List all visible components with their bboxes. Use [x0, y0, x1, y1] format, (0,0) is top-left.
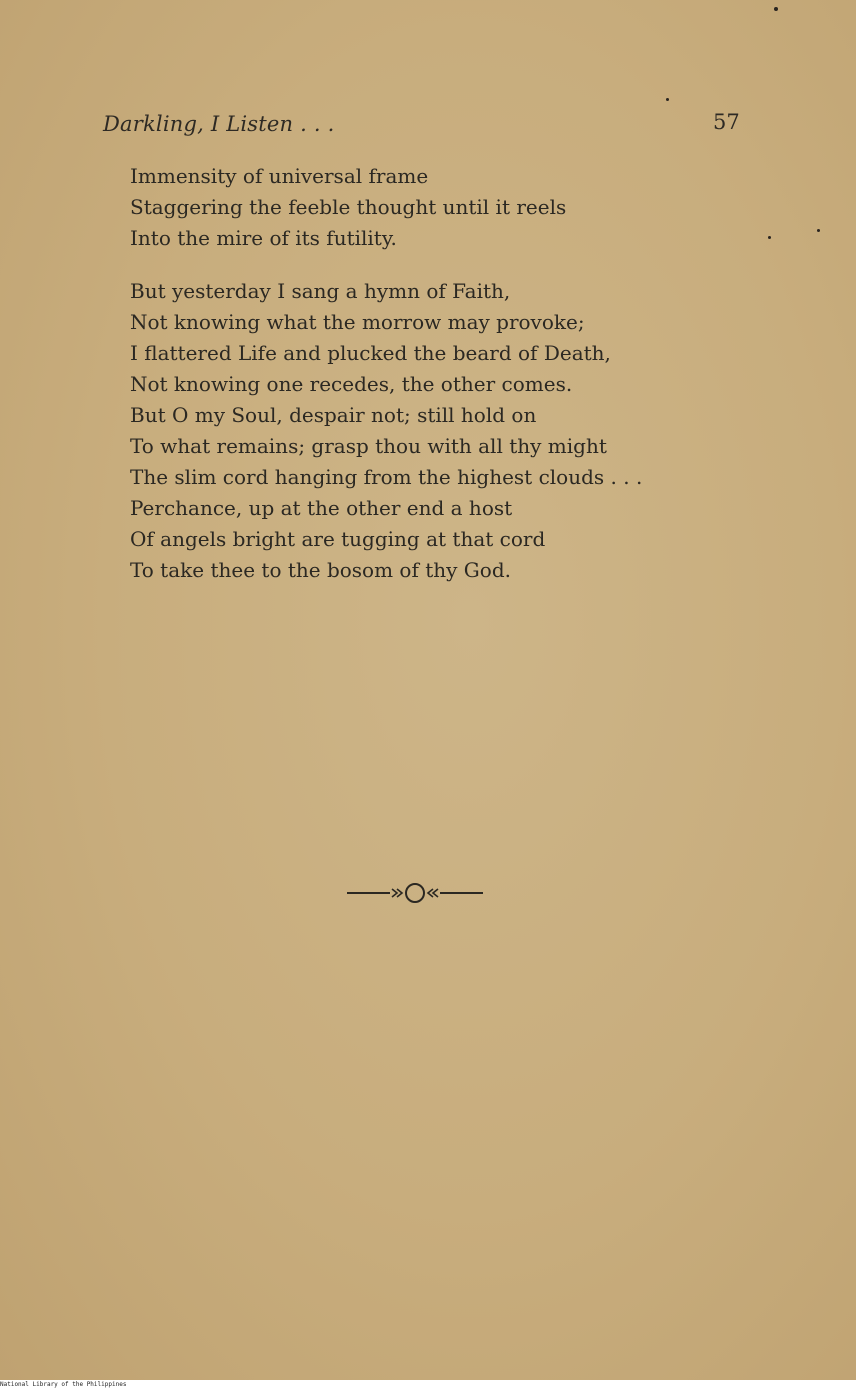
paper-speck — [774, 7, 778, 11]
poem-line: Not knowing what the morrow may provoke; — [130, 310, 585, 334]
poem-line: Of angels bright are tugging at that cord — [130, 527, 546, 551]
poem-line: To what remains; grasp thou with all thy might — [130, 434, 607, 458]
poem-line: Not knowing one recedes, the other comes. — [130, 372, 573, 396]
poem-stanza-2 — [130, 276, 642, 586]
paper-speck — [666, 98, 669, 101]
poem-line: To take thee to the bosom of thy God. — [130, 558, 511, 582]
poem-line: The slim cord hanging from the highest clouds . . . — [130, 465, 643, 489]
page-number: 57 — [713, 110, 740, 134]
footer-credit: National Library of the Philippines — [0, 1381, 127, 1388]
poem-line: Perchance, up at the other end a host — [130, 496, 513, 520]
section-end-ornament-icon — [345, 878, 485, 908]
poem-line: Into the mire of its futility. — [130, 226, 397, 250]
poem-line: But O my Soul, despair not; still hold on — [130, 403, 537, 427]
running-title: Darkling, I Listen . . . — [103, 112, 335, 136]
poem-line: I flattered Life and plucked the beard of Death, — [130, 341, 611, 365]
poem-line: Staggering the feeble thought until it reels — [130, 195, 567, 219]
poem-stanza-1 — [130, 161, 566, 254]
poem-line: Immensity of universal frame — [130, 164, 429, 188]
paper-speck — [817, 229, 820, 232]
paper-speck — [768, 236, 771, 239]
poem-line: But yesterday I sang a hymn of Faith, — [130, 279, 511, 303]
